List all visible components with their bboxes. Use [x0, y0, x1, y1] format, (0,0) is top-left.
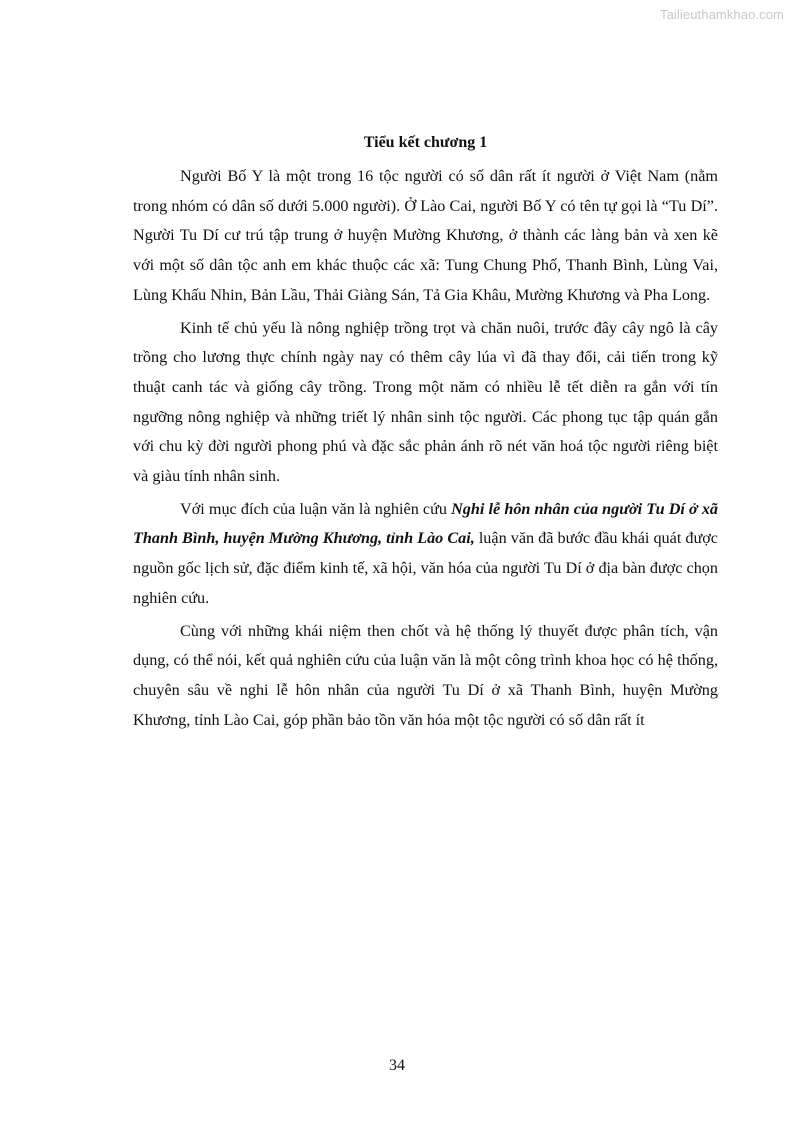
paragraph-2: Kinh tế chủ yếu là nông nghiệp trồng trọt và chăn nuôi, trước đây cây ngô là cây trồng cho lương thực chính ngày nay có thêm cây lúa vì đã thay đổi, cải tiến trong kỹ thuật canh tác và giống cây trồng. Trong một năm có nhiều lễ tết diễn ra gắn với tín ngưỡng nông nghiệp và những triết lý nhân sinh tộc người. Các phong tục tập quán gắn với chu kỳ đời người phong phú và đặc sắc phản ánh rõ nét văn hoá tộc người riêng biệt và giàu tính nhân sinh. — [133, 318, 718, 486]
paragraph-3 — [133, 495, 718, 614]
paragraph-3-tail: luận văn đã bước đầu khái quát được nguồn gốc lịch sử, đặc điểm kinh tế, xã hội, văn hóa của người Tu Dí ở địa bàn được chọn nghiên cứu. — [133, 529, 718, 607]
paragraph-1: Người Bố Y là một trong 16 tộc người có số dân rất ít người ở Việt Nam (nằm trong nhóm có dân số dưới 5.000 người). Ở Lào Cai, người Bố Y có tên tự gọi là “Tu Dí”. Người Tu Dí cư trú tập trung ở huyện Mường Khương, ở thành các làng bản và xen kẽ với một số dân tộc anh em khác thuộc các xã: Tung Chung Phố, Thanh Bình, Lùng Vai, Lùng Khấu Nhin, Bản Lầu, Thải Giàng Sán, Tả Gia Khâu, Mường Khương và Pha Long. — [133, 167, 718, 304]
watermark: Tailieuthamkhao.com — [659, 7, 784, 22]
thesis-topic-emphasis: Nghi lễ hôn nhân của người Tu Dí ở xã Thanh Bình, huyện Mường Khương, tỉnh Lào Cai, — [133, 499, 719, 548]
paragraph-4: Cùng với những khái niệm then chốt và hệ thống lý thuyết được phân tích, vận dụng, có thể nói, kết quả nghiên cứu của luận văn là một công trình khoa học có hệ thống, chuyên sâu về nghi lễ hôn nhân của người Tu Dí ở xã Thanh Bình, huyện Mường Khương, tỉnh Lào Cai, góp phần bảo tồn văn hóa một tộc người có số dân rất ít — [133, 621, 718, 729]
paragraph-3-lead: Với mục đích của luận văn là nghiên cứu — [180, 499, 452, 518]
document-body — [133, 133, 718, 735]
page-number: 34 — [389, 1057, 405, 1074]
chapter-title: Tiểu kết chương 1 — [363, 134, 488, 151]
